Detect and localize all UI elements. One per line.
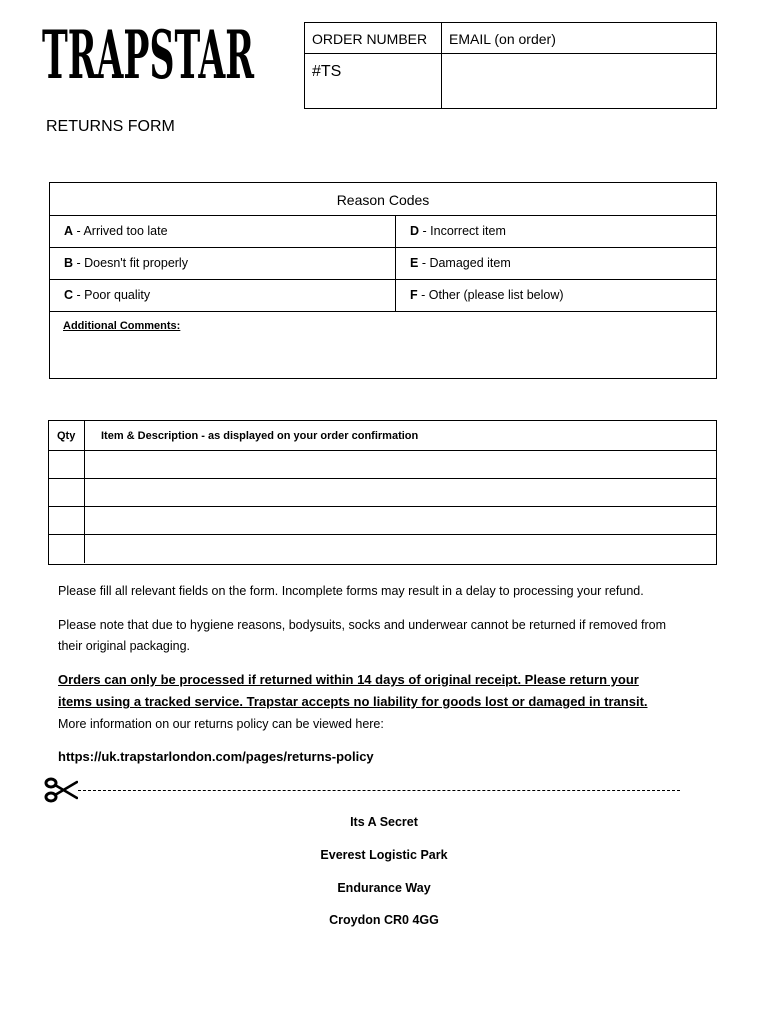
policy-note-line: items using a tracked service. Trapstar accepts no liability for goods lost or damaged in transit. <box>58 694 648 709</box>
hygiene-note-line: their original packaging. <box>58 639 191 653</box>
reason-code-f: F - Other (please list below) <box>410 288 564 302</box>
hygiene-note <box>58 615 708 657</box>
reason-codes-heading: Reason Codes <box>50 183 716 216</box>
description-field[interactable] <box>85 535 716 563</box>
reason-row <box>50 248 716 280</box>
items-table <box>48 420 717 565</box>
logo-image <box>40 18 256 88</box>
reason-code-b: B - Doesn't fit properly <box>50 248 396 279</box>
table-row <box>49 479 716 507</box>
email-label: EMAIL (on order) <box>442 23 716 54</box>
address-line: Everest Logistic Park <box>320 848 448 862</box>
table-row <box>49 535 716 563</box>
order-number-field[interactable]: #TS <box>305 54 442 108</box>
email-field[interactable] <box>442 54 716 108</box>
qty-field[interactable] <box>49 535 85 563</box>
items-header-row <box>49 421 716 451</box>
order-info-table <box>304 22 717 109</box>
reason-code-d: D - Incorrect item <box>410 224 506 238</box>
qty-field[interactable] <box>49 451 85 478</box>
address-line: Croydon CR0 4GG <box>329 913 439 927</box>
table-row <box>49 507 716 535</box>
qty-field[interactable] <box>49 479 85 506</box>
trapstar-logo <box>40 18 256 88</box>
reason-row <box>50 216 716 248</box>
returns-policy-link[interactable]: https://uk.trapstarlondon.com/pages/returns-policy <box>58 749 374 764</box>
fill-all-note: Please fill all relevant fields on the form. Incomplete forms may result in a delay to processing your refund. <box>58 584 644 598</box>
logo-text: TRAPSTAR <box>42 18 255 88</box>
cut-line <box>78 790 680 791</box>
address-line: Endurance Way <box>337 881 431 895</box>
more-info-note: More information on our returns policy can be viewed here: <box>58 717 384 731</box>
description-field[interactable] <box>85 507 716 534</box>
order-number-label: ORDER NUMBER <box>305 23 442 54</box>
description-field[interactable] <box>85 479 716 506</box>
hygiene-note-line: Please note that due to hygiene reasons, bodysuits, socks and underwear cannot be returned if removed from <box>58 618 667 632</box>
additional-comments-label: Additional Comments: <box>63 320 181 332</box>
address-line: Its A Secret <box>350 815 418 829</box>
policy-note <box>58 669 718 713</box>
description-header: Item & Description - as displayed on your order confirmation <box>101 430 419 442</box>
scissors-icon <box>44 776 78 804</box>
qty-field[interactable] <box>49 507 85 534</box>
reason-codes-table <box>49 182 717 379</box>
reason-code-e: E - Damaged item <box>410 256 511 270</box>
description-field[interactable] <box>85 451 716 478</box>
policy-note-line: Orders can only be processed if returned within 14 days of original receipt. Please return your <box>58 672 639 687</box>
table-row <box>49 451 716 479</box>
reason-row <box>50 280 716 312</box>
reason-code-c: C - Poor quality <box>50 280 396 311</box>
additional-comments-field[interactable] <box>50 312 716 332</box>
reason-code-a: A - Arrived too late <box>50 216 396 247</box>
form-title: RETURNS FORM <box>46 118 175 135</box>
qty-header: Qty <box>49 421 85 450</box>
